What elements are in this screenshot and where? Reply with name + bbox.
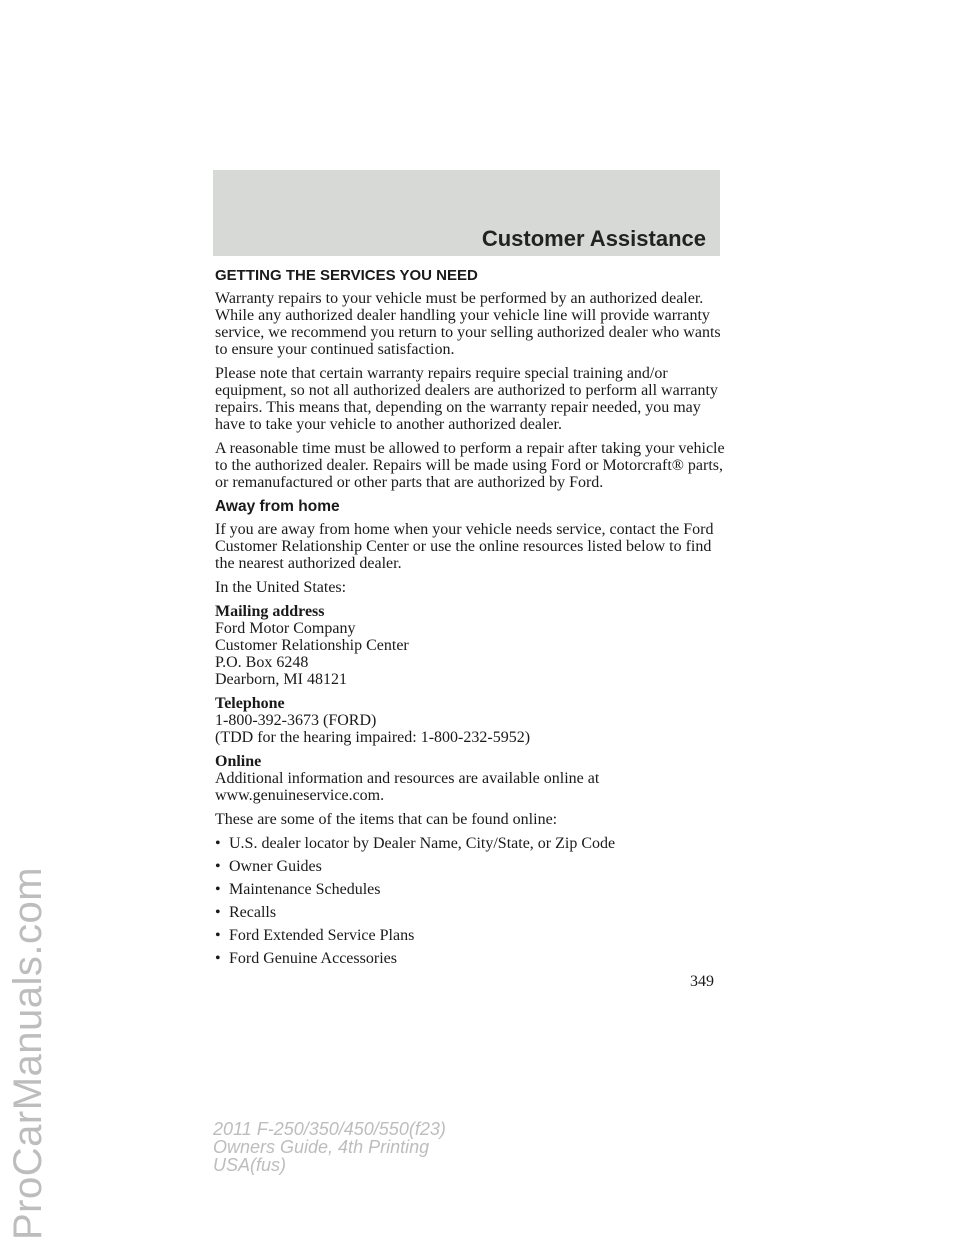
footer-line-market: USA(fus) xyxy=(213,1155,287,1175)
list-item: • Owner Guides xyxy=(215,858,322,875)
paragraph-united-states: In the United States: xyxy=(215,579,347,596)
mailing-address-line: Customer Relationship Center xyxy=(215,637,409,654)
online-block xyxy=(215,753,725,804)
list-item: • U.S. dealer locator by Dealer Name, City/State, or Zip Code xyxy=(215,835,616,852)
mailing-address-block xyxy=(215,603,725,688)
bullet-icon: • xyxy=(215,927,221,944)
page-content xyxy=(215,267,725,973)
footer-line-model: 2011 F-250/350/450/550(f23) xyxy=(213,1119,446,1139)
bullet-icon: • xyxy=(215,858,221,875)
footer-line-printing: Owners Guide, 4th Printing xyxy=(213,1137,430,1157)
telephone-label: Telephone xyxy=(215,695,285,712)
bullet-icon: • xyxy=(215,835,221,852)
page-number: 349 xyxy=(690,973,714,990)
paragraph-special-training: Please note that certain warranty repairs require special training and/or equipment, so not all authorized dealers are authorized to perform all warranty repairs. This means that, depending on the warranty repair needed, you may have to take your vehicle to another authorized dealer. xyxy=(215,365,718,433)
telephone-tdd: (TDD for the hearing impaired: 1-800-232-5952) xyxy=(215,729,531,746)
mailing-address-line: Ford Motor Company xyxy=(215,620,356,637)
mailing-address-label: Mailing address xyxy=(215,603,325,620)
list-item: • Ford Extended Service Plans xyxy=(215,927,415,944)
list-item: • Recalls xyxy=(215,904,277,921)
mailing-address-line: Dearborn, MI 48121 xyxy=(215,671,347,688)
section-title: Customer Assistance xyxy=(481,226,706,251)
footer-printing-info xyxy=(213,1120,446,1174)
list-item: • Maintenance Schedules xyxy=(215,881,381,898)
paragraph-items-intro: These are some of the items that can be found online: xyxy=(215,811,558,828)
paragraph-reasonable-time: A reasonable time must be allowed to perform a repair after taking your vehicle to the authorized dealer. Repairs will be made using Ford or Motorcraft® parts, or remanufactured or other parts that are authorized by Ford. xyxy=(215,440,725,491)
paragraph-warranty-repairs: Warranty repairs to your vehicle must be performed by an authorized dealer. While any authorized dealer handling your vehicle line will provide warranty service, we recommend you return to your selling authorized dealer who wants to ensure your continued satisfaction. xyxy=(215,290,721,358)
list-item: • Ford Genuine Accessories xyxy=(215,950,397,967)
online-items-list xyxy=(215,835,725,967)
bullet-icon: • xyxy=(215,881,221,898)
section-header-band xyxy=(213,170,720,256)
telephone-block xyxy=(215,695,725,746)
subheading-away-from-home: Away from home xyxy=(215,498,340,515)
telephone-number: 1-800-392-3673 (FORD) xyxy=(215,712,377,729)
online-text: Additional information and resources are available online at www.genuineservice.com. xyxy=(215,770,600,804)
mailing-address-line: P.O. Box 6248 xyxy=(215,654,309,671)
section-heading: GETTING THE SERVICES YOU NEED xyxy=(215,267,478,284)
online-label: Online xyxy=(215,753,262,770)
bullet-icon: • xyxy=(215,904,221,921)
paragraph-away-from-home: If you are away from home when your vehicle needs service, contact the Ford Customer Relationship Center or use the online resources listed below to find the nearest authorized dealer. xyxy=(215,521,714,572)
bullet-icon: • xyxy=(215,950,221,967)
watermark-text: ProCarManuals.com xyxy=(6,866,50,1240)
